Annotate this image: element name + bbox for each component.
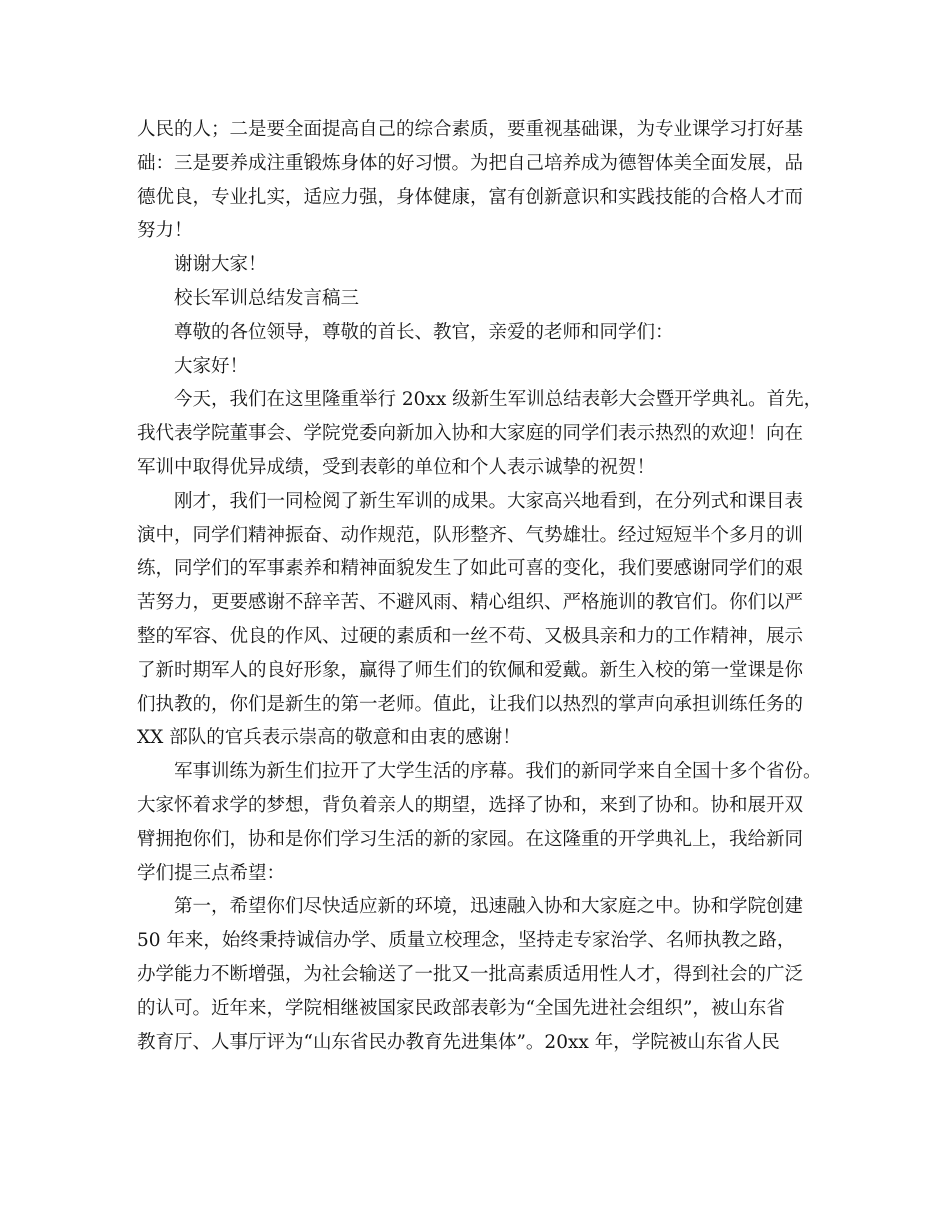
salutation-line: 尊敬的各位领导，尊敬的首长、教官，亲爱的老师和同学们： (174, 321, 674, 343)
text-line: 军训中取得优异成绩，受到表彰的单位和个人表示诚挚的祝贺！ (137, 456, 656, 478)
text-line: 练，同学们的军事素养和精神面貌发生了如此可喜的变化，我们要感谢同学们的艰 (137, 558, 804, 580)
text-line: 础：三是要养成注重锻炼身体的好习惯。为把自己培养成为德智体美全面发展，品 (137, 152, 804, 174)
thanks-line: 谢谢大家！ (174, 254, 267, 276)
text-line: 军事训练为新生们拉开了大学生活的序幕。我们的新同学来自全国十多个省份。 (174, 761, 822, 783)
text-line: 50 年来，始终秉持诚信办学、质量立校理念，坚持走专家治学、名师执教之路， (137, 930, 796, 952)
text-line: 刚才，我们一同检阅了新生军训的成果。大家高兴地看到，在分列式和课目表 (174, 490, 804, 512)
text-line: 了新时期军人的良好形象，赢得了师生们的钦佩和爱戴。新生入校的第一堂课是你 (137, 659, 804, 681)
text-line: 努力！ (137, 220, 193, 242)
document-body (137, 113, 827, 1059)
text-line: 今天，我们在这里隆重举行 20xx 级新生军训总结表彰大会暨开学典礼。首先， (174, 389, 823, 411)
text-line: 演中，同学们精神振奋、动作规范，队形整齐、气势雄壮。经过短短半个多月的训 (137, 524, 804, 546)
text-line: 教育厅、人事厅评为“山东省民办教育先进集体”。20xx 年，学院被山东省人民 (137, 1031, 780, 1053)
text-line: 办学能力不断增强，为社会输送了一批又一批高素质适用性人才，得到社会的广泛 (137, 963, 804, 985)
text-line: 苦努力，更要感谢不辞辛苦、不避风雨、精心组织、严格施训的教官们。你们以严 (137, 592, 804, 614)
text-line: 臂拥抱你们，协和是你们学习生活的新的家园。在这隆重的开学典礼上，我给新同 (137, 828, 804, 850)
text-line: 整的军容、优良的作风、过硬的素质和一丝不苟、又极具亲和力的工作精神，展示 (137, 625, 804, 647)
text-line: 们执教的，你们是新生的第一老师。值此，让我们以热烈的掌声向承担训练任务的 (137, 693, 804, 715)
text-line: 人民的人；二是要全面提高自己的综合素质，要重视基础课，为专业课学习打好基 (137, 119, 804, 140)
section-title: 校长军训总结发言稿三 (174, 287, 360, 309)
text-line: 第一，希望你们尽快适应新的环境，迅速融入协和大家庭之中。协和学院创建 (174, 896, 804, 918)
text-line: 德优良，专业扎实，适应力强，身体健康，富有创新意识和实践技能的合格人才而 (137, 186, 804, 208)
text-line: 我代表学院董事会、学院党委向新加入协和大家庭的同学们表示热烈的欢迎！向在 (137, 423, 804, 445)
text-line: 学们提三点希望： (137, 862, 286, 884)
text-line: XX 部队的官兵表示崇高的敬意和由衷的感谢！ (137, 727, 521, 749)
greeting-line: 大家好！ (174, 355, 249, 377)
text-line: 的认可。近年来，学院相继被国家民政部表彰为“全国先进社会组织”，被山东省 (137, 997, 785, 1019)
text-line: 大家怀着求学的梦想，背负着亲人的期望，选择了协和，来到了协和。协和展开双 (137, 794, 804, 816)
